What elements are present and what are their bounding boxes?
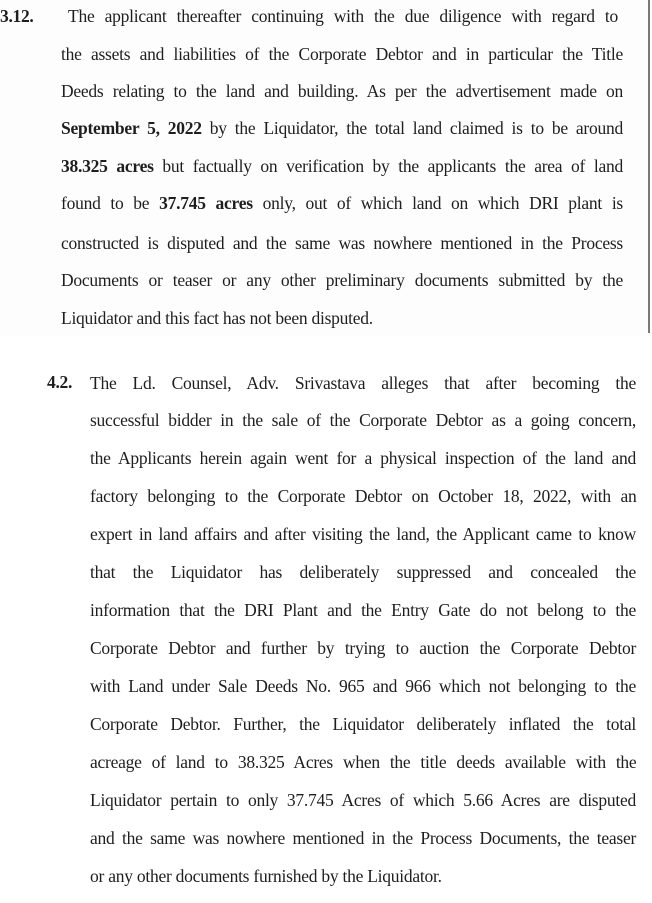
line-text: The applicant thereafter continuing with the due diligence with regard to	[68, 6, 618, 26]
paragraph-line: The Ld. Counsel, Adv. Srivastava alleges that after becoming the	[90, 373, 636, 393]
paragraph-line: that the Liquidator has deliberately suppressed and concealed the	[90, 562, 636, 582]
bold-date: September 5, 2022	[61, 118, 202, 138]
paragraph-line	[61, 308, 623, 328]
paragraph-line	[61, 81, 623, 101]
paragraph-line: Corporate Debtor and further by trying to auction the Corporate Debtor	[90, 638, 637, 658]
line-text: only, out of which land on which DRI plant is	[252, 193, 623, 213]
line-text: constructed is disputed and the same was nowhere mentioned in the Process	[61, 233, 623, 253]
bold-acreage: 38.325 acres	[61, 156, 154, 176]
paragraph-line	[61, 156, 623, 176]
paragraph-line	[61, 193, 623, 213]
bold-acreage: 37.745 acres	[159, 193, 253, 213]
line-text: but factually on verification by the applicants the area of land	[153, 156, 623, 176]
paragraph-line: with Land under Sale Deeds No. 965 and 966 which not belonging to the	[90, 676, 637, 696]
paragraph-line: Liquidator pertain to only 37.745 Acres of which 5.66 Acres are disputed	[90, 790, 636, 810]
line-text: Deeds relating to the land and building. As per the advertisement made on	[61, 81, 623, 101]
paragraph-line	[61, 118, 623, 138]
scan-crop-edge	[648, 0, 650, 333]
paragraph-line: information that the DRI Plant and the Entry Gate do not belong to the	[90, 600, 636, 620]
paragraph-number: 4.2.	[47, 372, 73, 392]
paragraph-line: expert in land affairs and after visiting the land, the Applicant came to know	[90, 524, 636, 544]
paragraph-line: factory belonging to the Corporate Debtor on October 18, 2022, with an	[90, 486, 637, 506]
paragraph-line: the Applicants herein again went for a physical inspection of the land and	[90, 448, 636, 468]
paragraph-line: Corporate Debtor. Further, the Liquidator deliberately inflated the total	[90, 714, 636, 734]
paragraph-line: and the same was nowhere mentioned in the Process Documents, the teaser	[90, 828, 637, 848]
paragraph-line: or any other documents furnished by the Liquidator.	[90, 866, 442, 886]
line-text: found to be	[61, 193, 160, 213]
line-text: Documents or teaser or any other preliminary documents submitted by the	[61, 270, 623, 290]
line-text: Liquidator and this fact has not been disputed.	[61, 308, 373, 328]
line-text: the assets and liabilities of the Corporate Debtor and in particular the Title	[61, 44, 623, 64]
paragraph-line	[61, 44, 623, 64]
paragraph-3-12	[0, 0, 652, 336]
paragraph-line	[68, 6, 618, 26]
paragraph-line	[61, 233, 623, 253]
paragraph-line: acreage of land to 38.325 Acres when the title deeds available with the	[90, 752, 637, 772]
paragraph-line: successful bidder in the sale of the Corporate Debtor as a going concern,	[90, 410, 636, 430]
paragraph-number: 3.12.	[0, 6, 34, 26]
line-text: by the Liquidator, the total land claimed is to be around	[201, 118, 623, 138]
paragraph-line	[61, 270, 623, 290]
